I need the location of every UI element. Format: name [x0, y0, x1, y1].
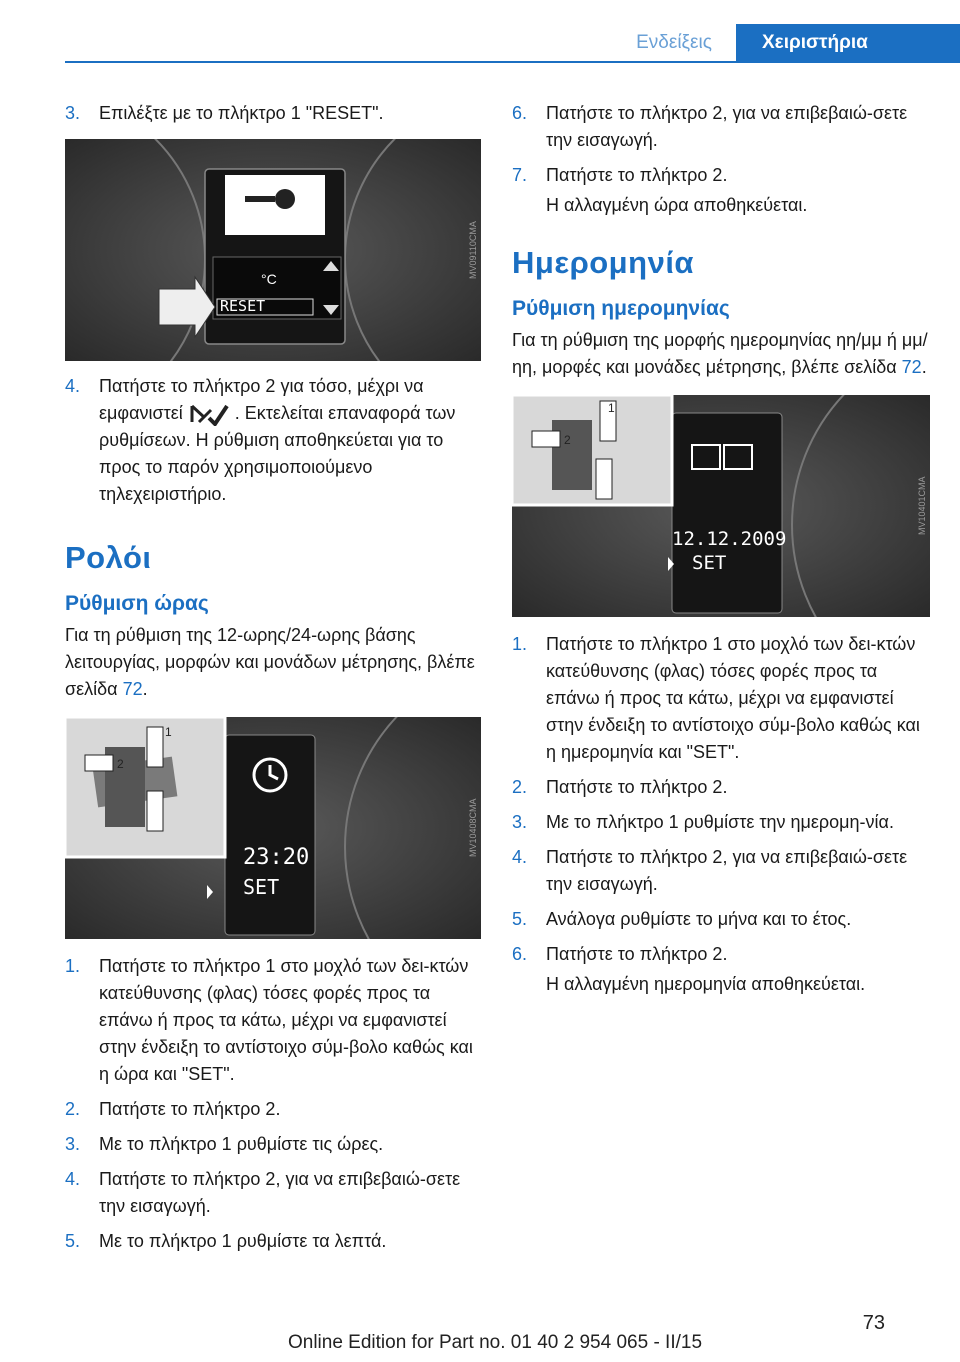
step-text: Πατήστε το πλήκτρο 1 στο μοχλό των δει-κτών κατεύθυνσης (φλας) τόσες φορές προς τα επάνω ή προς τα κάτω, μέχρι να εμφανιστεί στην ένδειξη το αντίστοιχο σύμ-βολο καθώς και η ώρα και "SET". [99, 956, 473, 1084]
step-time-6 [512, 100, 930, 154]
figure-time-display [65, 717, 481, 939]
figure-id: MV09110CMA [468, 221, 478, 279]
footer-edition: Online Edition for Part no. 01 40 2 954 065 - II/15 [287, 1332, 703, 1353]
step-continuation: Η αλλαγμένη ημερομηνία αποθηκεύεται. [546, 974, 866, 994]
intro-end: . [921, 357, 927, 377]
step-date-6 [512, 941, 930, 998]
page-link[interactable]: 72 [901, 357, 922, 377]
figure-temp-unit: °C [261, 271, 277, 287]
subsection-title-time: Ρύθμιση ώρας [65, 592, 209, 615]
step-time-2 [65, 1096, 481, 1123]
step-number: 6. [512, 944, 528, 964]
step-number: 3. [65, 103, 81, 123]
section-title-date: Ημερομηνία [512, 245, 694, 280]
figure-time-label-2: 2 [117, 757, 124, 771]
section-title-clock: Ρολόι [65, 540, 152, 575]
step-number: 7. [512, 165, 528, 185]
step-number: 5. [65, 1231, 81, 1251]
figure-date-label-2: 2 [564, 433, 571, 447]
step-select-reset [65, 100, 481, 127]
intro-paragraph [512, 327, 930, 381]
header-rule [65, 61, 960, 63]
step-text: Με το πλήκτρο 1 ρυθμίστε τα λεπτά. [99, 1231, 387, 1251]
step-time-4 [65, 1166, 481, 1220]
intro-paragraph [65, 622, 481, 703]
figure-date-set: SET [692, 552, 727, 574]
figure-reset-display-text: RESET [220, 297, 266, 315]
step-continuation: Η αλλαγμένη ώρα αποθηκεύεται. [546, 195, 808, 215]
step-number: 3. [65, 1134, 81, 1154]
step-text-after: . Εκτελείται επαναφορά των ρυθμίσεων. Η ρύθμιση αποθηκεύεται για το προς το παρόν χρησιμοποιούμενο τηλεχειριστήριο. [99, 403, 456, 504]
step-text-before: Πατήστε το πλήκτρο 2 για τόσο, μέχρι να εμφανιστεί [99, 376, 424, 423]
step-text: Πατήστε το πλήκτρο 2. [99, 1099, 281, 1119]
step-number: 4. [65, 376, 81, 396]
figure-time-label-1: 1 [165, 725, 172, 739]
step-time-5 [65, 1228, 481, 1255]
header-tab-indicators[interactable]: Ενδείξεις [636, 32, 712, 53]
figure-date-label-1: 1 [608, 401, 615, 415]
step-date-4 [512, 844, 930, 898]
figure-time-set: SET [243, 875, 280, 899]
step-time-7 [512, 162, 930, 219]
intro-text: Για τη ρύθμιση της μορφής ημερομηνίας ηη/μμ ή μμ/ηη, μορφές και μονάδες μέτρησης, βλέπε σελίδα [512, 330, 928, 377]
step-time-3 [65, 1131, 481, 1158]
figure-id: MV10401CMA [917, 476, 927, 536]
figure-reset-display [65, 139, 481, 361]
step-time-1 [65, 953, 481, 1088]
header-tab-controls[interactable]: Χειριστήρια [736, 24, 960, 63]
page-link[interactable]: 72 [122, 679, 143, 699]
step-number: 4. [65, 1169, 81, 1189]
step-text: Πατήστε το πλήκτρο 2, για να επιβεβαιώ-σετε την εισαγωγή. [546, 847, 908, 894]
step-date-5 [512, 906, 930, 933]
step-text: Πατήστε το πλήκτρο 2. [546, 777, 728, 797]
right-column [512, 100, 930, 1006]
step-date-2 [512, 774, 930, 801]
steps-time [65, 953, 481, 1255]
step-number: 3. [512, 812, 528, 832]
intro-end: . [142, 679, 148, 699]
step-text: Πατήστε το πλήκτρο 1 στο μοχλό των δει-κτών κατεύθυνσης (φλας) τόσες φορές προς τα επάνω ή προς τα κάτω, μέχρι να εμφανιστεί στην ένδειξη το αντίστοιχο σύμ-βολο καθώς και η ημερομηνία και "SET". [546, 634, 920, 762]
step-number: 5. [512, 909, 528, 929]
steps-date [512, 631, 930, 998]
step-number: 1. [512, 634, 528, 654]
page-number: 73 [862, 1312, 885, 1334]
reset-check-icon [189, 402, 229, 426]
left-column [65, 100, 481, 1263]
step-number: 2. [65, 1099, 81, 1119]
step-text: Πατήστε το πλήκτρο 2. [546, 944, 728, 964]
figure-time-value: 23:20 [243, 845, 310, 870]
step-number: 1. [65, 956, 81, 976]
step-text: Με το πλήκτρο 1 ρυθμίστε τις ώρες. [99, 1134, 384, 1154]
step-date-1 [512, 631, 930, 766]
step-number: 2. [512, 777, 528, 797]
intro-text: Για τη ρύθμιση της 12-ωρης/24-ωρης βάσης λειτουργίας, μορφών και μονάδων μέτρησης, βλέπε σελίδα [65, 625, 475, 699]
step-date-3 [512, 809, 930, 836]
step-text: Πατήστε το πλήκτρο 2, για να επιβεβαιώ-σετε την εισαγωγή. [99, 1169, 461, 1216]
subsection-title-date: Ρύθμιση ημερομηνίας [512, 297, 730, 320]
figure-date-display [512, 395, 930, 617]
figure-id: MV10408CMA [468, 798, 478, 858]
step-text: Με το πλήκτρο 1 ρυθμίστε την ημερομη-νία. [546, 812, 894, 832]
step-text: Ανάλογα ρυθμίστε το μήνα και το έτος. [546, 909, 852, 929]
step-confirm-reset [65, 373, 481, 508]
step-text: Επιλέξτε με το πλήκτρο 1 "RESET". [99, 103, 384, 123]
figure-date-value: 12.12.2009 [672, 528, 787, 550]
step-number: 4. [512, 847, 528, 867]
step-number: 6. [512, 103, 528, 123]
step-text: Πατήστε το πλήκτρο 2, για να επιβεβαιώ-σετε την εισαγωγή. [546, 103, 908, 150]
step-text: Πατήστε το πλήκτρο 2. [546, 165, 728, 185]
